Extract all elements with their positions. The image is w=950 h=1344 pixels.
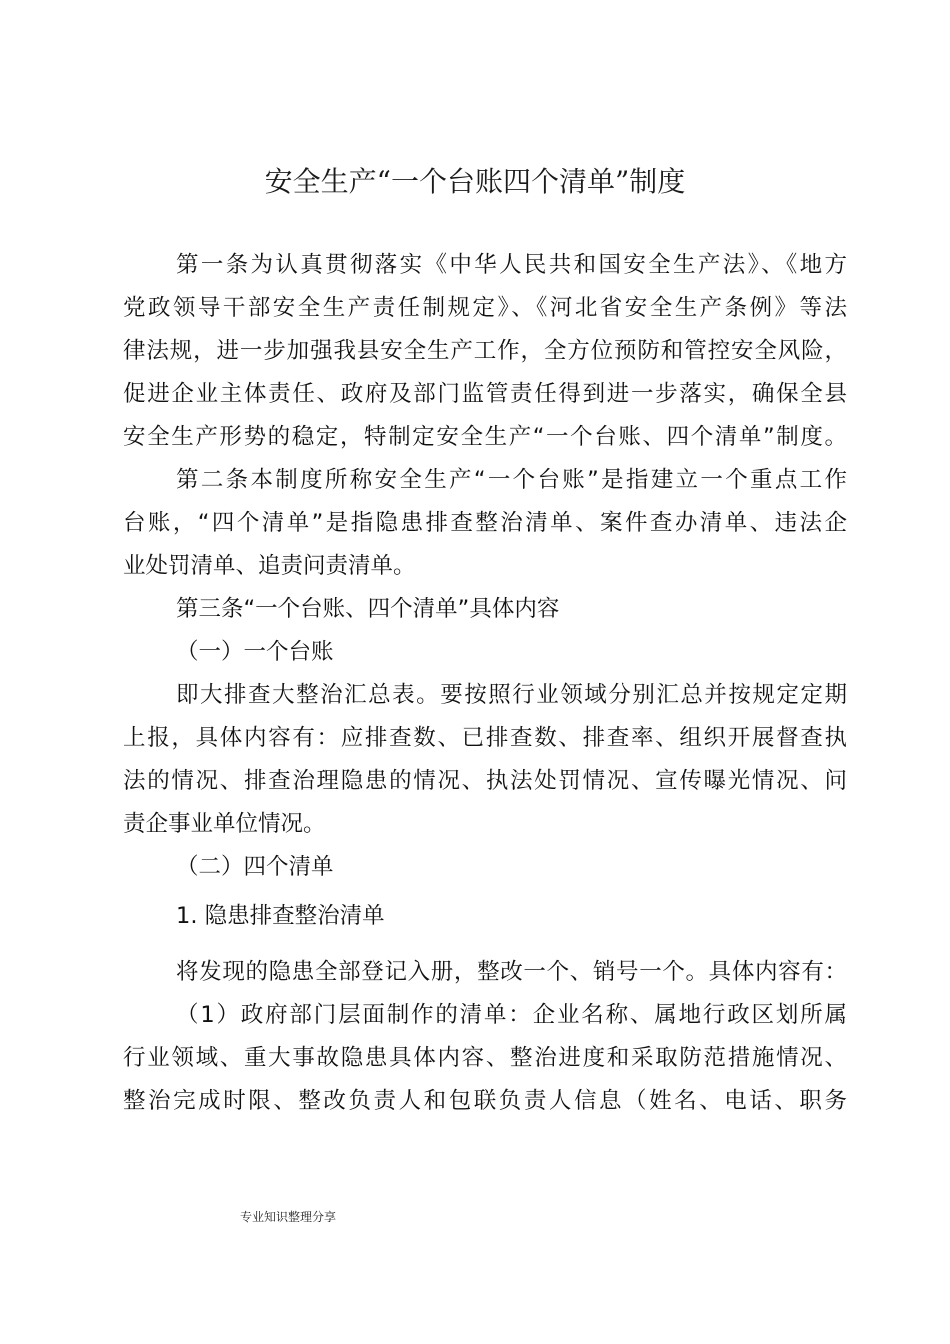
section-heading: 1. 隐患排查整治清单: [176, 903, 385, 929]
paragraph-line: 整治完成时限、整改负责人和包联负责人信息（姓名、电话、职务: [123, 1088, 847, 1114]
paragraph-line: 第一条为认真贯彻落实《中华人民共和国安全生产法》、《地方: [176, 252, 847, 278]
paragraph-line: 业处罚清单、追责问责清单。: [123, 553, 416, 579]
section-heading: （一）一个台账: [176, 639, 334, 665]
paragraph-line: 安全生产形势的稳定，特制定安全生产“一个台账、四个清单”制度。: [123, 424, 847, 450]
section-heading: 第三条“一个台账、四个清单”具体内容: [176, 596, 560, 622]
paragraph-line: 行业领域、重大事故隐患具体内容、整治进度和采取防范措施情况、: [123, 1045, 847, 1071]
paragraph-line: 法的情况、排查治理隐患的情况、执法处罚情况、宣传曝光情况、问: [123, 768, 847, 794]
page-footer: 专业知识整理分享: [240, 1210, 337, 1224]
paragraph-line: 即大排查大整治汇总表。要按照行业领域分别汇总并按规定定期: [176, 682, 847, 708]
paragraph-line: （1）政府部门层面制作的清单：企业名称、属地行政区划所属: [176, 1002, 847, 1028]
document-title: 安全生产“一个台账四个清单”制度: [264, 165, 686, 198]
paragraph-line: 台账，“四个清单”是指隐患排查整治清单、案件查办清单、违法企: [123, 510, 847, 536]
paragraph-line: 责企事业单位情况。: [123, 811, 326, 837]
paragraph-line: 将发现的隐患全部登记入册，整改一个、销号一个。具体内容有：: [176, 959, 847, 985]
section-heading: （二）四个清单: [176, 854, 334, 880]
paragraph-line: 律法规，进一步加强我县安全生产工作，全方位预防和管控安全风险，: [123, 338, 847, 364]
paragraph-line: 促进企业主体责任、政府及部门监管责任得到进一步落实，确保全县: [123, 381, 847, 407]
paragraph-line: 党政领导干部安全生产责任制规定》、《河北省安全生产条例》等法: [123, 295, 847, 321]
paragraph-line: 上报，具体内容有：应排查数、已排查数、排查率、组织开展督查执: [123, 725, 847, 751]
paragraph-line: 第二条本制度所称安全生产“一个台账”是指建立一个重点工作: [176, 467, 847, 493]
